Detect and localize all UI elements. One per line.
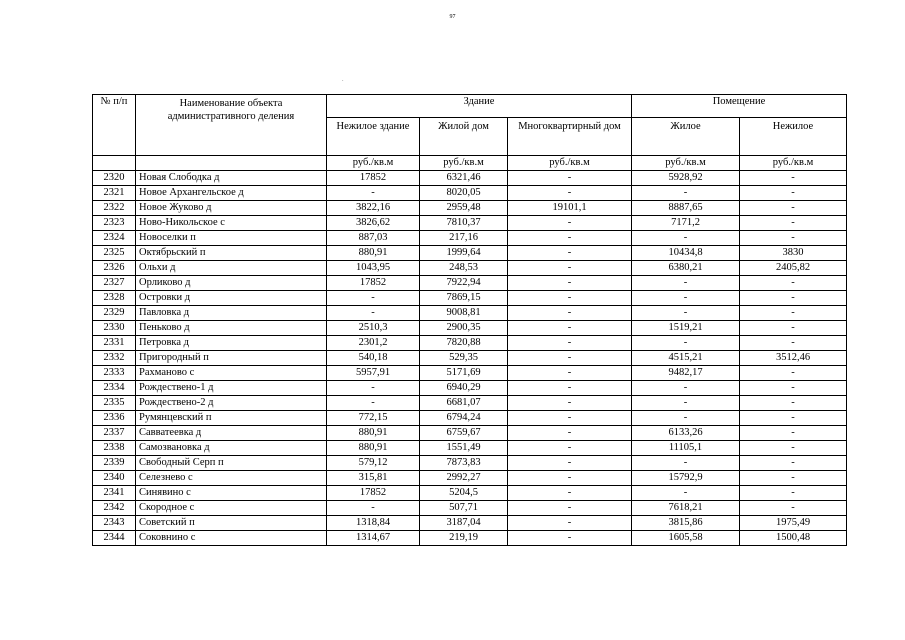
row-nonresidential-premises: - [740, 276, 847, 291]
row-nonresidential-building: 772,15 [327, 411, 420, 426]
table-row [93, 276, 847, 291]
row-residential-house: 6940,29 [420, 381, 508, 396]
header-unit: руб./кв.м [632, 156, 740, 171]
row-residential-premises: 10434,8 [632, 246, 740, 261]
row-residential-house: 2959,48 [420, 201, 508, 216]
row-name: Ново-Никольское с [136, 216, 327, 231]
row-residential-premises: - [632, 336, 740, 351]
header-unit-blank-1 [93, 156, 136, 171]
row-apartment-building: - [508, 426, 632, 441]
row-name: Советский п [136, 516, 327, 531]
row-nonresidential-premises: - [740, 501, 847, 516]
row-nonresidential-building: 5957,91 [327, 366, 420, 381]
header-residential-house: Жилой дом [420, 118, 508, 156]
table-row [93, 426, 847, 441]
row-name: Рождествено-1 д [136, 381, 327, 396]
table-row [93, 396, 847, 411]
row-residential-premises: - [632, 486, 740, 501]
row-nonresidential-premises: - [740, 201, 847, 216]
row-nonresidential-building: - [327, 501, 420, 516]
row-residential-premises: 6380,21 [632, 261, 740, 276]
row-residential-house: 507,71 [420, 501, 508, 516]
header-unit: руб./кв.м [327, 156, 420, 171]
row-number: 2337 [93, 426, 136, 441]
stray-mark: · [342, 79, 344, 84]
row-nonresidential-building: - [327, 396, 420, 411]
row-residential-premises: 5928,92 [632, 171, 740, 186]
row-name: Ольхи д [136, 261, 327, 276]
row-residential-premises: - [632, 186, 740, 201]
row-residential-premises: 9482,17 [632, 366, 740, 381]
row-number: 2334 [93, 381, 136, 396]
row-number: 2323 [93, 216, 136, 231]
row-nonresidential-premises: - [740, 471, 847, 486]
row-nonresidential-building: - [327, 186, 420, 201]
row-number: 2331 [93, 336, 136, 351]
row-nonresidential-premises: - [740, 411, 847, 426]
row-residential-premises: - [632, 381, 740, 396]
header-nonresidential-premises: Нежилое [740, 118, 847, 156]
row-apartment-building: - [508, 291, 632, 306]
row-residential-premises: 1519,21 [632, 321, 740, 336]
header-unit-blank-2 [136, 156, 327, 171]
row-residential-house: 6759,67 [420, 426, 508, 441]
header-nonresidential-building: Нежилое здание [327, 118, 420, 156]
row-nonresidential-building: 579,12 [327, 456, 420, 471]
table-row [93, 411, 847, 426]
table-row [93, 321, 847, 336]
row-residential-premises: 3815,86 [632, 516, 740, 531]
row-nonresidential-premises: - [740, 186, 847, 201]
header-unit: руб./кв.м [420, 156, 508, 171]
table-row [93, 171, 847, 186]
row-number: 2341 [93, 486, 136, 501]
row-residential-house: 7869,15 [420, 291, 508, 306]
table-row [93, 441, 847, 456]
row-nonresidential-building: - [327, 291, 420, 306]
header-name: Наименование объекта административного деления [136, 95, 327, 156]
row-apartment-building: - [508, 531, 632, 546]
row-apartment-building: - [508, 186, 632, 201]
page-number: 97 [449, 14, 456, 20]
row-residential-house: 8020,05 [420, 186, 508, 201]
row-name: Пеньково д [136, 321, 327, 336]
row-number: 2324 [93, 231, 136, 246]
table-row [93, 486, 847, 501]
row-residential-premises: 7618,21 [632, 501, 740, 516]
row-nonresidential-premises: - [740, 216, 847, 231]
row-nonresidential-premises: - [740, 426, 847, 441]
row-name: Соковнино с [136, 531, 327, 546]
table-row [93, 501, 847, 516]
row-residential-house: 7810,37 [420, 216, 508, 231]
row-nonresidential-building: - [327, 381, 420, 396]
row-name: Новое Жуково д [136, 201, 327, 216]
row-nonresidential-premises: - [740, 366, 847, 381]
row-nonresidential-building: 1314,67 [327, 531, 420, 546]
row-apartment-building: - [508, 486, 632, 501]
row-apartment-building: - [508, 456, 632, 471]
row-nonresidential-premises: - [740, 441, 847, 456]
row-name: Петровка д [136, 336, 327, 351]
row-name: Свободный Серп п [136, 456, 327, 471]
table-row [93, 336, 847, 351]
row-name: Савватеевка д [136, 426, 327, 441]
row-apartment-building: - [508, 381, 632, 396]
row-residential-house: 6794,24 [420, 411, 508, 426]
row-nonresidential-premises: - [740, 321, 847, 336]
row-residential-house: 248,53 [420, 261, 508, 276]
header-building: Здание [327, 95, 632, 118]
row-residential-premises: - [632, 276, 740, 291]
row-nonresidential-building: - [327, 306, 420, 321]
row-name: Орликово д [136, 276, 327, 291]
header-apartment-building: Многоквартирный дом [508, 118, 632, 156]
row-number: 2325 [93, 246, 136, 261]
row-apartment-building: - [508, 516, 632, 531]
table-row [93, 216, 847, 231]
row-apartment-building: - [508, 306, 632, 321]
row-nonresidential-premises: - [740, 171, 847, 186]
table-row [93, 366, 847, 381]
header-num: № п/п [93, 95, 136, 156]
row-residential-house: 7820,88 [420, 336, 508, 351]
row-nonresidential-premises: - [740, 396, 847, 411]
row-apartment-building: - [508, 366, 632, 381]
row-apartment-building: - [508, 171, 632, 186]
row-number: 2342 [93, 501, 136, 516]
row-apartment-building: - [508, 321, 632, 336]
row-name: Синявино с [136, 486, 327, 501]
row-apartment-building: - [508, 261, 632, 276]
row-name: Селезнево с [136, 471, 327, 486]
row-nonresidential-building: 880,91 [327, 441, 420, 456]
row-residential-premises: 11105,1 [632, 441, 740, 456]
row-nonresidential-building: 2510,3 [327, 321, 420, 336]
row-nonresidential-building: 880,91 [327, 246, 420, 261]
row-nonresidential-premises: - [740, 306, 847, 321]
row-nonresidential-building: 17852 [327, 486, 420, 501]
row-apartment-building: - [508, 216, 632, 231]
row-residential-house: 5171,69 [420, 366, 508, 381]
row-number: 2335 [93, 396, 136, 411]
table-row [93, 351, 847, 366]
table-body [93, 171, 847, 546]
row-number: 2326 [93, 261, 136, 276]
table-row [93, 531, 847, 546]
row-residential-premises: - [632, 411, 740, 426]
row-number: 2340 [93, 471, 136, 486]
row-residential-house: 9008,81 [420, 306, 508, 321]
row-nonresidential-building: 1043,95 [327, 261, 420, 276]
row-nonresidential-premises: 1975,49 [740, 516, 847, 531]
row-apartment-building: - [508, 411, 632, 426]
row-number: 2321 [93, 186, 136, 201]
row-apartment-building: - [508, 231, 632, 246]
row-residential-premises: 6133,26 [632, 426, 740, 441]
row-residential-house: 7873,83 [420, 456, 508, 471]
row-residential-house: 1999,64 [420, 246, 508, 261]
row-apartment-building: - [508, 501, 632, 516]
row-residential-premises: 1605,58 [632, 531, 740, 546]
row-nonresidential-building: 3826,62 [327, 216, 420, 231]
row-nonresidential-building: 540,18 [327, 351, 420, 366]
row-residential-house: 219,19 [420, 531, 508, 546]
row-nonresidential-building: 17852 [327, 171, 420, 186]
row-nonresidential-premises: - [740, 291, 847, 306]
row-residential-premises: - [632, 306, 740, 321]
table-row [93, 246, 847, 261]
table-row [93, 261, 847, 276]
row-residential-house: 529,35 [420, 351, 508, 366]
row-name: Румянцевский п [136, 411, 327, 426]
row-nonresidential-premises: - [740, 456, 847, 471]
cadastral-value-table [92, 94, 847, 546]
table-row [93, 381, 847, 396]
row-nonresidential-building: 2301,2 [327, 336, 420, 351]
row-apartment-building: - [508, 246, 632, 261]
row-number: 2338 [93, 441, 136, 456]
row-number: 2332 [93, 351, 136, 366]
row-name: Островки д [136, 291, 327, 306]
row-name: Павловка д [136, 306, 327, 321]
table-row [93, 306, 847, 321]
row-nonresidential-premises: - [740, 231, 847, 246]
row-name: Новая Слободка д [136, 171, 327, 186]
table-row [93, 516, 847, 531]
row-residential-premises: 4515,21 [632, 351, 740, 366]
row-number: 2327 [93, 276, 136, 291]
row-name: Новое Архангельское д [136, 186, 327, 201]
row-nonresidential-building: 1318,84 [327, 516, 420, 531]
row-apartment-building: - [508, 351, 632, 366]
table-row [93, 201, 847, 216]
row-name: Пригородный п [136, 351, 327, 366]
row-nonresidential-premises: 3512,46 [740, 351, 847, 366]
header-unit: руб./кв.м [508, 156, 632, 171]
row-name: Скородное с [136, 501, 327, 516]
row-residential-premises: 15792,9 [632, 471, 740, 486]
table-row [93, 186, 847, 201]
row-apartment-building: - [508, 396, 632, 411]
table-row [93, 291, 847, 306]
row-residential-house: 5204,5 [420, 486, 508, 501]
row-nonresidential-premises: 2405,82 [740, 261, 847, 276]
row-residential-house: 7922,94 [420, 276, 508, 291]
row-residential-house: 217,16 [420, 231, 508, 246]
row-nonresidential-premises: - [740, 486, 847, 501]
row-apartment-building: - [508, 276, 632, 291]
table-row [93, 231, 847, 246]
row-residential-premises: - [632, 291, 740, 306]
row-name: Октябрьский п [136, 246, 327, 261]
row-number: 2328 [93, 291, 136, 306]
table-row [93, 471, 847, 486]
row-residential-house: 2900,35 [420, 321, 508, 336]
row-residential-premises: 7171,2 [632, 216, 740, 231]
row-residential-premises: - [632, 396, 740, 411]
row-name: Новоселки п [136, 231, 327, 246]
header-residential-premises: Жилое [632, 118, 740, 156]
row-residential-house: 1551,49 [420, 441, 508, 456]
row-number: 2330 [93, 321, 136, 336]
row-nonresidential-building: 17852 [327, 276, 420, 291]
row-number: 2320 [93, 171, 136, 186]
row-residential-house: 6321,46 [420, 171, 508, 186]
row-number: 2339 [93, 456, 136, 471]
row-residential-house: 6681,07 [420, 396, 508, 411]
row-residential-house: 3187,04 [420, 516, 508, 531]
row-nonresidential-building: 880,91 [327, 426, 420, 441]
row-nonresidential-building: 3822,16 [327, 201, 420, 216]
header-premises: Помещение [632, 95, 847, 118]
row-apartment-building: 19101,1 [508, 201, 632, 216]
row-residential-premises: 8887,65 [632, 201, 740, 216]
row-nonresidential-building: 887,03 [327, 231, 420, 246]
header-unit: руб./кв.м [740, 156, 847, 171]
row-number: 2329 [93, 306, 136, 321]
row-residential-premises: - [632, 231, 740, 246]
row-number: 2333 [93, 366, 136, 381]
row-name: Рождествено-2 д [136, 396, 327, 411]
row-apartment-building: - [508, 471, 632, 486]
table-row [93, 456, 847, 471]
row-name: Рахманово с [136, 366, 327, 381]
row-nonresidential-premises: 1500,48 [740, 531, 847, 546]
row-nonresidential-building: 315,81 [327, 471, 420, 486]
row-number: 2322 [93, 201, 136, 216]
row-apartment-building: - [508, 336, 632, 351]
row-nonresidential-premises: - [740, 381, 847, 396]
row-number: 2336 [93, 411, 136, 426]
row-number: 2344 [93, 531, 136, 546]
row-name: Самозвановка д [136, 441, 327, 456]
row-residential-premises: - [632, 456, 740, 471]
row-residential-house: 2992,27 [420, 471, 508, 486]
row-nonresidential-premises: 3830 [740, 246, 847, 261]
row-nonresidential-premises: - [740, 336, 847, 351]
row-apartment-building: - [508, 441, 632, 456]
row-number: 2343 [93, 516, 136, 531]
